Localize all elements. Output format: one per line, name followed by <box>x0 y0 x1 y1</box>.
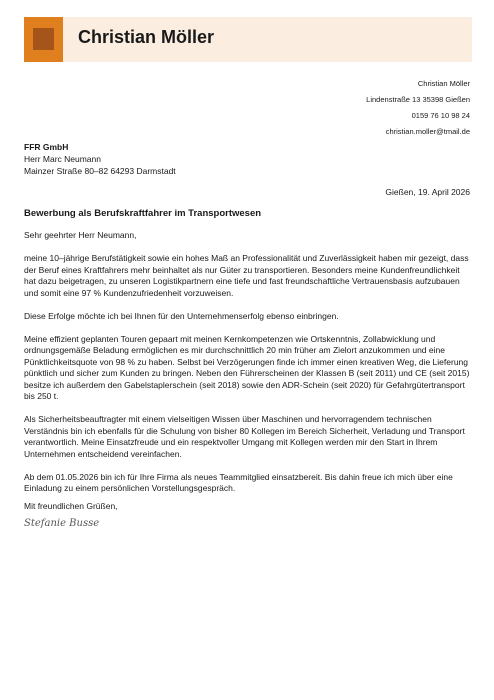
sender-address: Lindenstraße 13 35398 Gießen <box>366 95 470 104</box>
body-paragraph: Diese Erfolge möchte ich bei Ihnen für den Unternehmenserfolg ebenso einbringen. <box>24 310 339 321</box>
logo-mark <box>24 17 63 62</box>
letter-header <box>24 17 472 62</box>
letter-date: Gießen, 19. April 2026 <box>385 187 470 197</box>
recipient-contact: Herr Marc Neumann <box>24 154 101 164</box>
letter-subject: Bewerbung als Berufskraftfahrer im Transportwesen <box>24 208 262 219</box>
sender-block <box>366 76 470 140</box>
body-paragraph: Als Sicherheitsbeauftragter mit einem vielseitigen Wissen über Maschinen und hervorragendem technischen Verständnis bin ich ebenfalls für die Schulung von bisher 80 Kollegen im Bereich Sicherheit, Verladung und Transport verantwortlich. Meine Einsatzfreude und ein respektvoller Umgang mit Kollegen werden mir den Start in Ihrem Unternehmen entscheidend vereinfachen. <box>24 414 465 459</box>
salutation: Sehr geehrter Herr Neumann, <box>24 230 137 240</box>
recipient-company: FFR GmbH <box>24 142 69 152</box>
closing-line: Mit freundlichen Grüßen, <box>24 501 118 511</box>
body-paragraph: Meine effizient geplanten Touren gepaart mit meinen Kernkompetenzen wie Ortskenntnis, Zollabwicklung und ordnungsgemäße Beladung ermöglichen es mir durchschnittlich 20 min früher am Zielort anzukommen und eine Pünktlichkeitsquote von 98 % zu haben. Selbst bei Verzögerungen finde ich immer einen kreativen Weg, die Lieferung pünktlich und sicher zum Kunden zu bringen. Neben den Führerscheinen der Klassen B (seit 2011) und CE (seit 2015) besitze ich außerdem den Gabelstaplerschein (seit 2018) sowie den ADR-Schein (seit 2020) für Gefahrgütertransport bis 250 t. <box>24 333 470 401</box>
recipient-address: Mainzer Straße 80–82 64293 Darmstadt <box>24 166 176 176</box>
logo-mark-inner <box>33 28 54 50</box>
sender-email: christian.moller@tmail.de <box>385 127 470 136</box>
body-paragraph: meine 10–jährige Berufstätigkeit sowie ein hohes Maß an Professionalität und Zuverlässigkeit haben mir gezeigt, dass der Beruf eines Kraftfahrers mehr beinhaltet als nur Güter zu transportieren. Besonders meine Kundenfreundlichkeit hat dazu beigetragen, zu unseren Logistikpartnern eine tiefe und fast freundschaftliche Vertrauensbasis aufzubauen und somit eine 97 % Kundenzufriedenheit vorzuweisen. <box>24 253 469 298</box>
letter-body <box>24 230 470 506</box>
body-paragraph: Ab dem 01.05.2026 bin ich für Ihre Firma als neues Teammitglied einsatzbereit. Bis dahin freue ich mich über eine Einladung zu einem persönlichen Vorstellungsgespräch. <box>24 471 453 493</box>
recipient-block <box>24 141 176 177</box>
sender-name: Christian Möller <box>417 79 470 88</box>
handwritten-signature: Stefanie Busse <box>24 518 100 529</box>
sender-phone: 0159 76 10 98 24 <box>411 111 470 120</box>
applicant-name: Christian Möller <box>78 27 215 47</box>
